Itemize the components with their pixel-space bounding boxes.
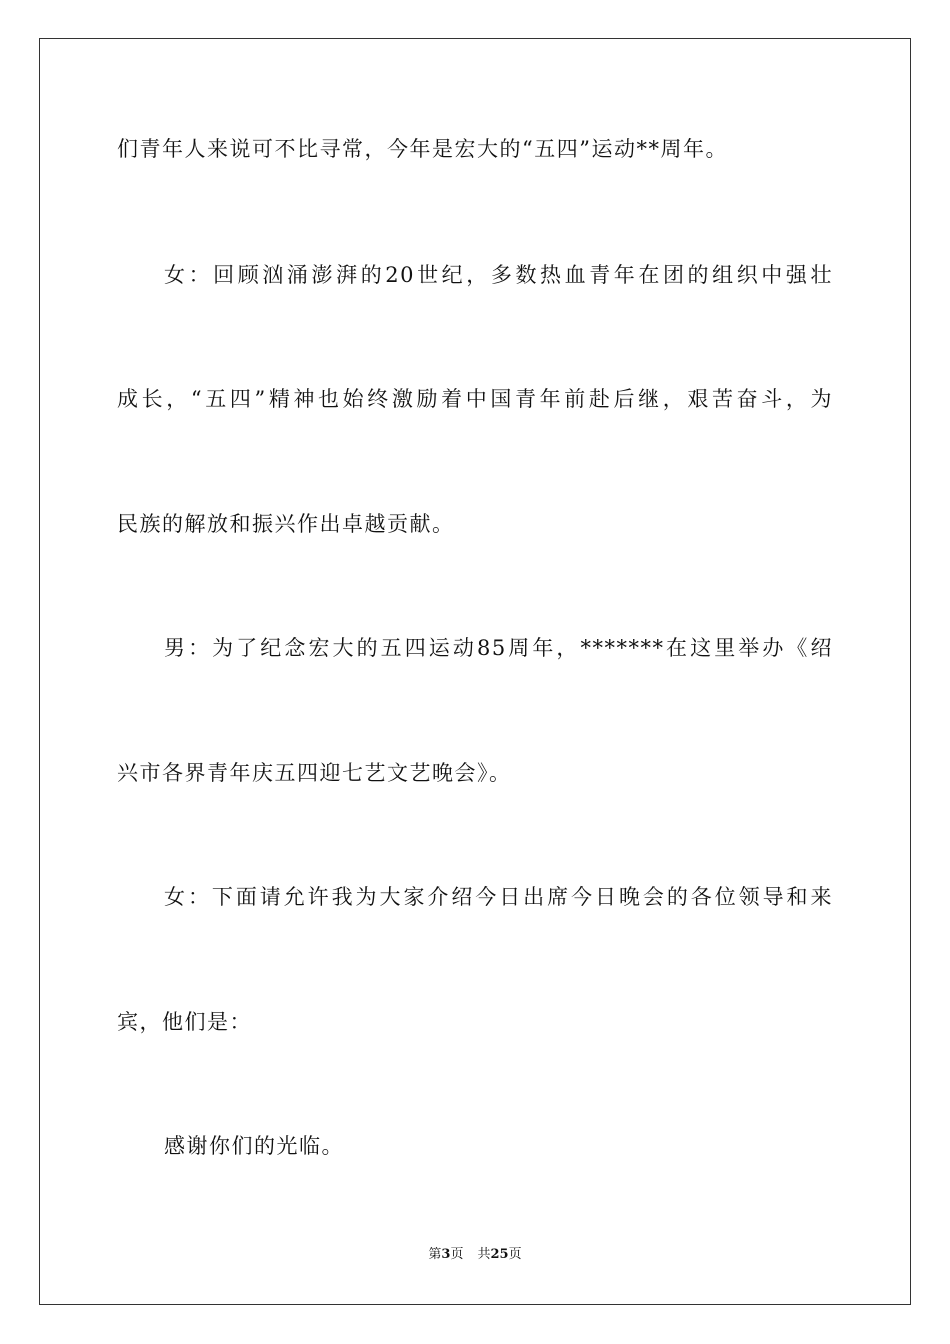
paragraph-line-3: 成长，“五四”精神也始终激励着中国青年前赴后继，艰苦奋斗，为 — [117, 387, 833, 411]
paragraph-line-7: 女：下面请允许我为大家介绍今日出席今日晚会的各位领导和来 — [164, 885, 833, 909]
paragraph-line-1: 们青年人来说可不比寻常，今年是宏大的“五四”运动**周年。 — [117, 137, 728, 161]
paragraph-line-2: 女：回顾汹涌澎湃的20世纪，多数热血青年在团的组织中强壮 — [164, 263, 833, 287]
paragraph-line-8: 宾，他们是： — [117, 1010, 252, 1034]
paragraph-line-9: 感谢你们的光临。 — [164, 1134, 344, 1158]
page-border — [39, 38, 911, 1305]
paragraph-line-4: 民族的解放和振兴作出卓越贡献。 — [117, 512, 455, 536]
footer-page-number: 3 — [441, 1247, 451, 1262]
footer-total-prefix: 共 — [477, 1247, 491, 1262]
footer-total-pages: 25 — [490, 1247, 509, 1262]
footer-page-suffix: 页 — [450, 1247, 464, 1262]
footer-total-suffix: 页 — [508, 1247, 522, 1262]
paragraph-line-5: 男：为了纪念宏大的五四运动85周年，*******在这里举办《绍 — [164, 636, 833, 660]
footer-page-prefix: 第 — [428, 1247, 442, 1262]
page-footer — [0, 1245, 950, 1265]
paragraph-line-6: 兴市各界青年庆五四迎七艺文艺晚会》。 — [117, 761, 512, 785]
